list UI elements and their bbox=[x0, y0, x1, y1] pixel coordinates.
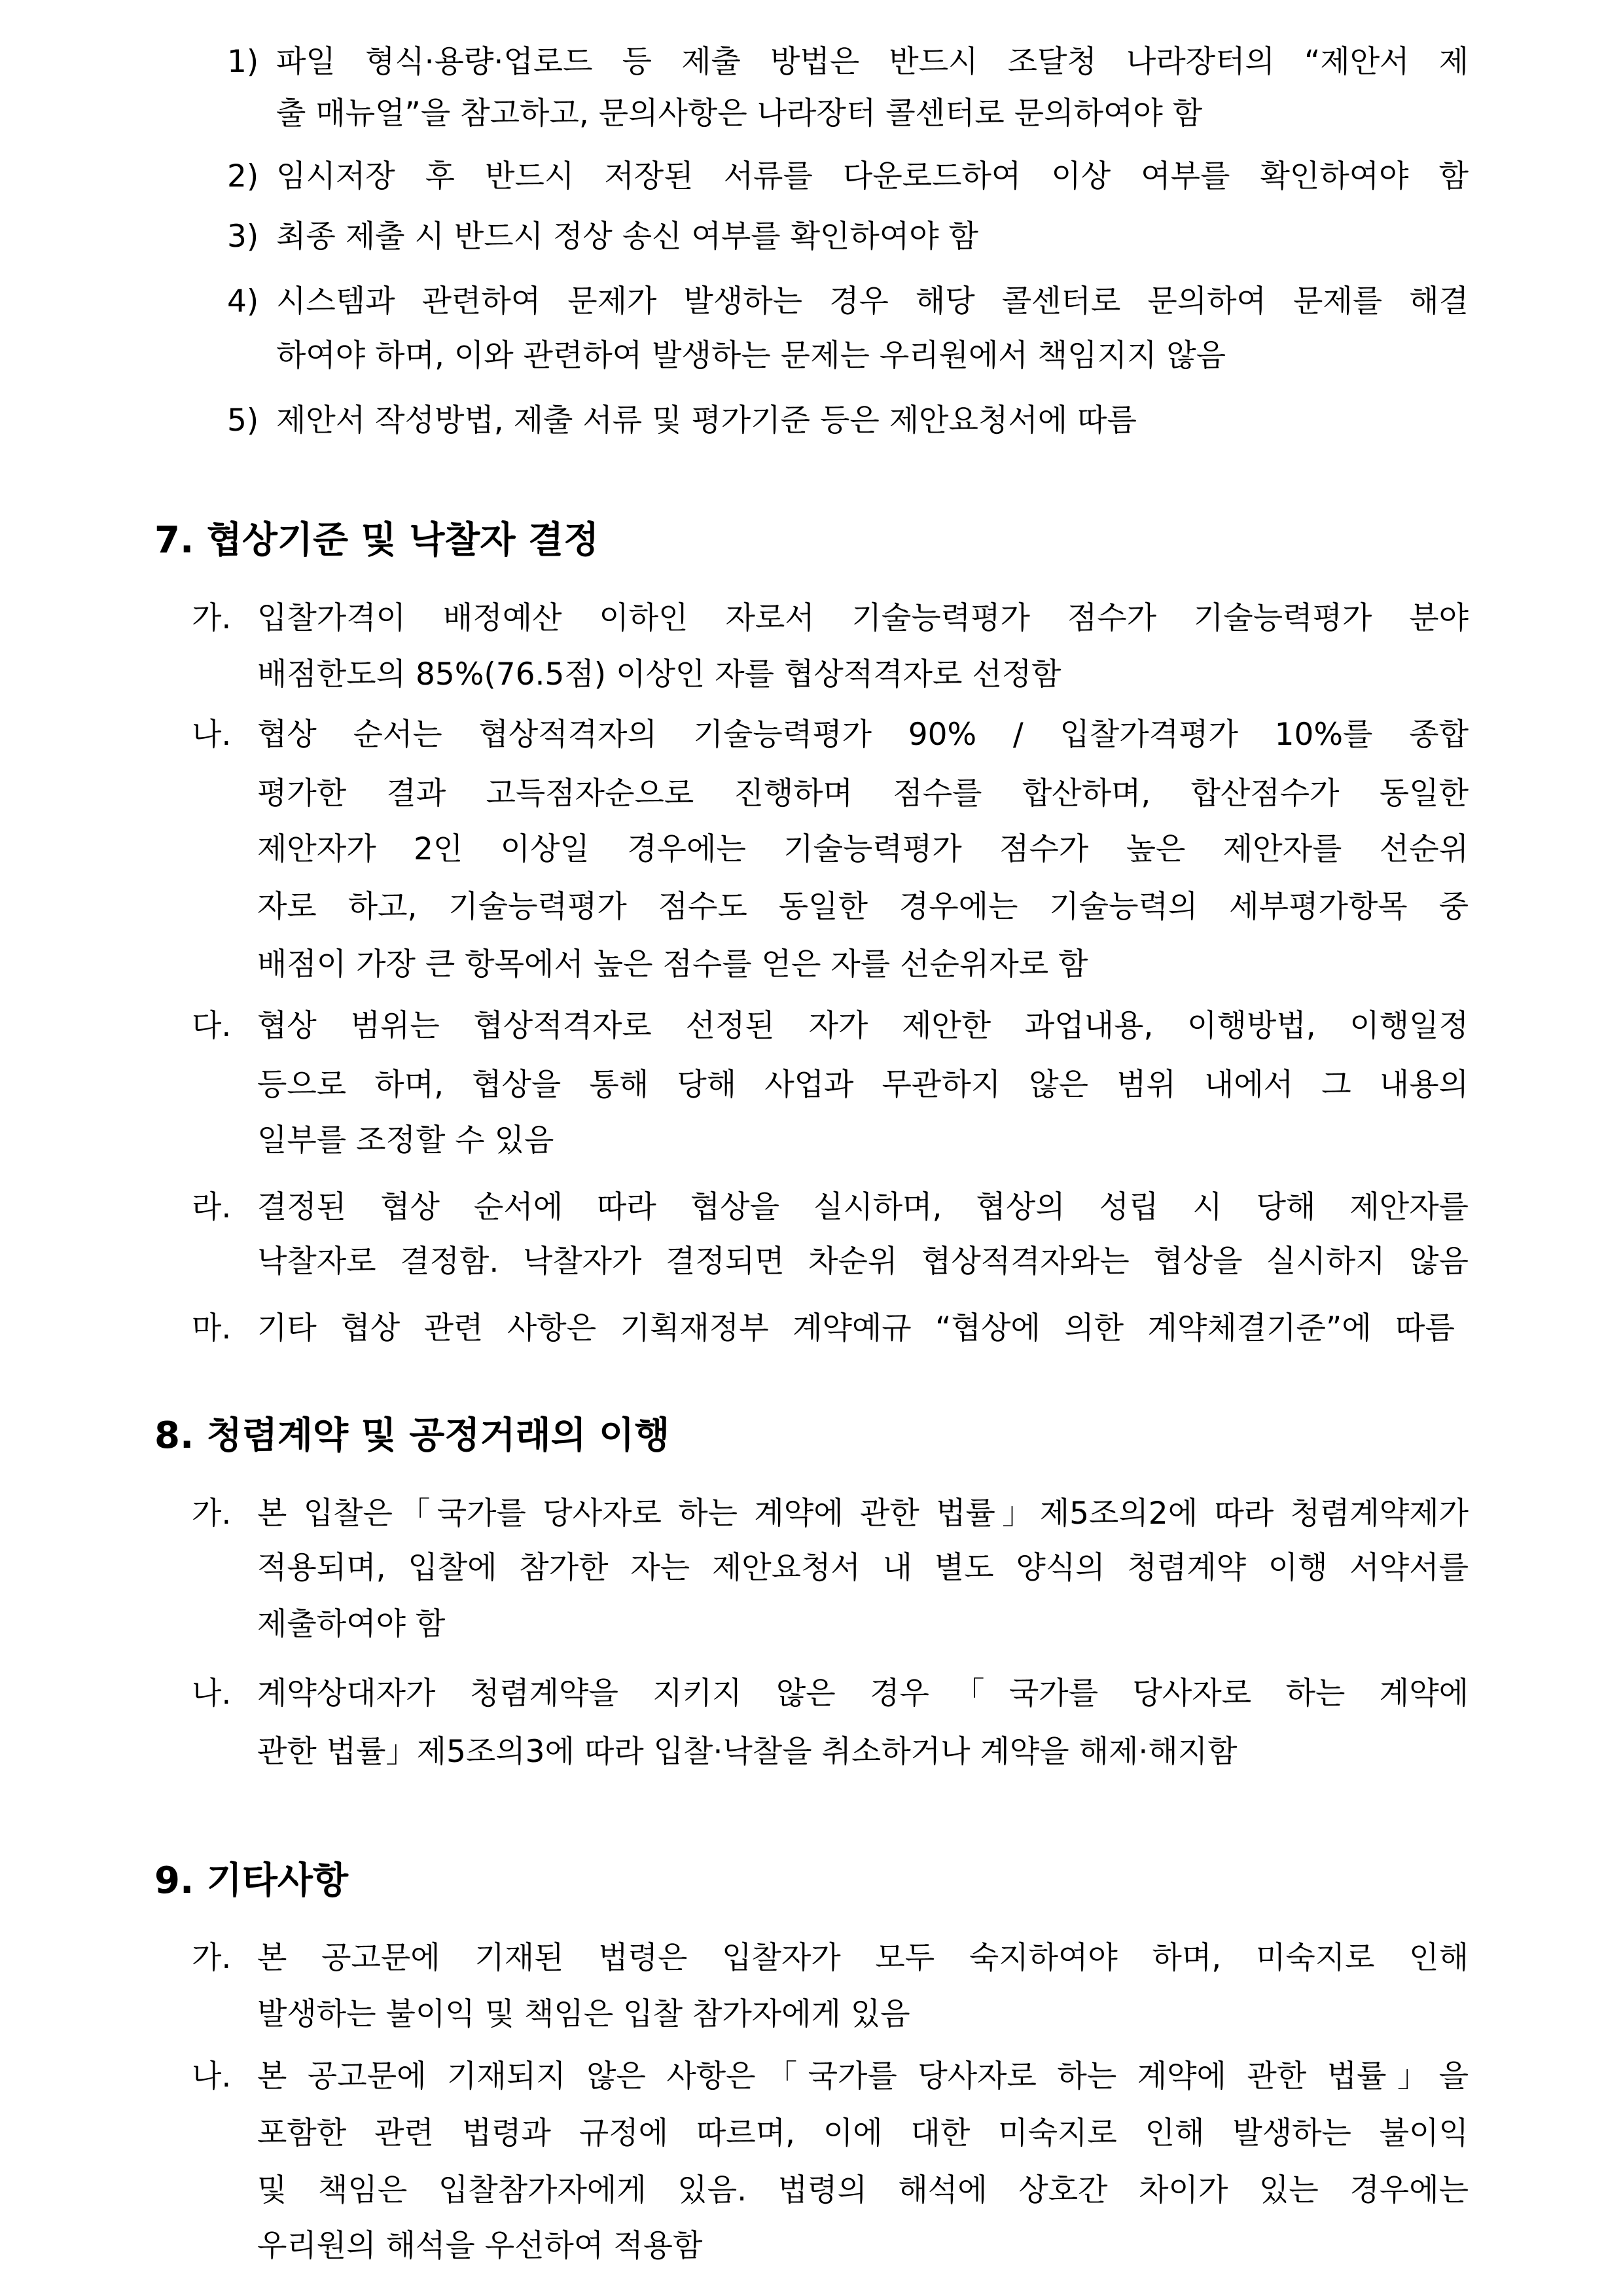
item-line: 기타 협상 관련 사항은 기획재정부 계약예규 “협상에 의한 계약체결기준”에 따름 bbox=[257, 1310, 1455, 1346]
item-marker: 나. bbox=[192, 717, 232, 753]
item-line: 낙찰자로 결정함. 낙찰자가 결정되면 차순위 협상적격자와는 협상을 실시하지 않음 bbox=[257, 1244, 1469, 1280]
section-heading: 7. 협상기준 및 낙찰자 결정 bbox=[154, 519, 599, 562]
item-line: 제안자가 2인 이상일 경우에는 기술능력평가 점수가 높은 제안자를 선순위 bbox=[257, 831, 1469, 867]
item-line: 임시저장 후 반드시 저장된 서류를 다운로드하여 이상 여부를 확인하여야 함 bbox=[276, 158, 1469, 194]
item-line: 배점이 가장 큰 항목에서 높은 점수를 얻은 자를 선순위자로 함 bbox=[257, 946, 1088, 982]
section-heading: 8. 청렴계약 및 공정거래의 이행 bbox=[154, 1414, 670, 1457]
item-line: 파일 형식·용량·업로드 등 제출 방법은 반드시 조달청 나라장터의 “제안서 제 bbox=[276, 44, 1469, 80]
item-line: 최종 제출 시 반드시 정상 송신 여부를 확인하여야 함 bbox=[276, 219, 978, 255]
item-line: 출 매뉴얼”을 참고하고, 문의사항은 나라장터 콜센터로 문의하여야 함 bbox=[276, 96, 1203, 132]
item-marker: 가. bbox=[192, 1940, 232, 1976]
item-line: 평가한 결과 고득점자순으로 진행하며 점수를 합산하며, 합산점수가 동일한 bbox=[257, 776, 1469, 812]
item-line: 협상 범위는 협상적격자로 선정된 자가 제안한 과업내용, 이행방법, 이행일정 bbox=[257, 1008, 1469, 1044]
item-line: 적용되며, 입찰에 참가한 자는 제안요청서 내 별도 양식의 청렴계약 이행 서약서를 bbox=[257, 1550, 1469, 1586]
item-line: 본 입찰은「국가를 당사자로 하는 계약에 관한 법률」제5조의2에 따라 청렴계약제가 bbox=[257, 1496, 1469, 1532]
item-line: 결정된 협상 순서에 따라 협상을 실시하며, 협상의 성립 시 당해 제안자를 bbox=[257, 1189, 1469, 1225]
item-marker: 다. bbox=[192, 1008, 232, 1044]
item-line: 및 책임은 입찰참가자에게 있음. 법령의 해석에 상호간 차이가 있는 경우에는 bbox=[257, 2172, 1469, 2208]
item-marker: 4) bbox=[227, 283, 259, 319]
item-line: 발생하는 불이익 및 책임은 입찰 참가자에게 있음 bbox=[257, 1996, 910, 2032]
item-line: 본 공고문에 기재된 법령은 입찰자가 모두 숙지하여야 하며, 미숙지로 인해 bbox=[257, 1940, 1469, 1976]
item-line: 배점한도의 85%(76.5점) 이상인 자를 협상적격자로 선정함 bbox=[257, 656, 1061, 692]
item-marker: 가. bbox=[192, 1496, 232, 1532]
item-line: 우리원의 해석을 우선하여 적용함 bbox=[257, 2228, 703, 2264]
item-marker: 2) bbox=[227, 158, 259, 194]
item-marker: 마. bbox=[192, 1310, 232, 1346]
item-marker: 5) bbox=[227, 403, 259, 439]
item-line: 등으로 하며, 협상을 통해 당해 사업과 무관하지 않은 범위 내에서 그 내용의 bbox=[257, 1067, 1469, 1103]
item-line: 협상 순서는 협상적격자의 기술능력평가 90% / 입찰가격평가 10%를 종합 bbox=[257, 717, 1469, 753]
item-marker: 나. bbox=[192, 1676, 232, 1712]
item-line: 제출하여야 함 bbox=[257, 1606, 446, 1642]
item-marker: 라. bbox=[192, 1189, 232, 1225]
item-marker: 나. bbox=[192, 2058, 232, 2094]
item-marker: 3) bbox=[227, 219, 259, 255]
item-line: 입찰가격이 배정예산 이하인 자로서 기술능력평가 점수가 기술능력평가 분야 bbox=[257, 600, 1469, 636]
item-line: 포함한 관련 법령과 규정에 따르며, 이에 대한 미숙지로 인해 발생하는 불이익 bbox=[257, 2115, 1469, 2151]
item-line: 제안서 작성방법, 제출 서류 및 평가기준 등은 제안요청서에 따름 bbox=[276, 403, 1137, 439]
item-line: 계약상대자가 청렴계약을 지키지 않은 경우「국가를 당사자로 하는 계약에 bbox=[257, 1676, 1469, 1712]
item-marker: 가. bbox=[192, 600, 232, 636]
item-line: 관한 법률」제5조의3에 따라 입찰·낙찰을 취소하거나 계약을 해제·해지함 bbox=[257, 1734, 1238, 1770]
item-line: 본 공고문에 기재되지 않은 사항은「국가를 당사자로 하는 계약에 관한 법률」을 bbox=[257, 2058, 1469, 2094]
item-marker: 1) bbox=[227, 44, 259, 80]
item-line: 하여야 하며, 이와 관련하여 발생하는 문제는 우리원에서 책임지지 않음 bbox=[276, 338, 1226, 374]
section-heading: 9. 기타사항 bbox=[154, 1859, 349, 1902]
item-line: 자로 하고, 기술능력평가 점수도 동일한 경우에는 기술능력의 세부평가항목 중 bbox=[257, 889, 1469, 925]
item-line: 일부를 조정할 수 있음 bbox=[257, 1122, 554, 1158]
item-line: 시스템과 관련하여 문제가 발생하는 경우 해당 콜센터로 문의하여 문제를 해결 bbox=[276, 283, 1469, 319]
